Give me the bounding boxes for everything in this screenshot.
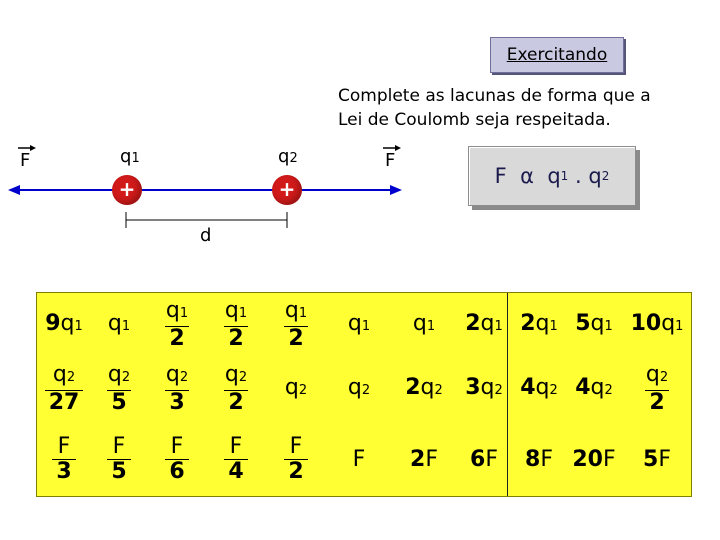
denominator: 5: [107, 390, 130, 415]
formula-box: F α q 1 . q 2: [468, 146, 636, 206]
denominator: 2: [284, 326, 307, 351]
instruction-line-2: Lei de Coulomb seja respeitada.: [338, 110, 611, 130]
instruction-line-1: Complete as lacunas de forma que a: [338, 86, 651, 106]
denominator: 2: [224, 390, 247, 415]
charge2-circle: +: [272, 175, 302, 205]
coefficient: 3: [465, 374, 481, 400]
grid-cell-row1-5: [265, 293, 327, 357]
coefficient: 2: [410, 446, 426, 472]
distance-label: d: [200, 225, 212, 246]
coefficient: 4: [575, 374, 591, 400]
coefficient: 8: [525, 446, 541, 472]
numerator: q2: [165, 362, 189, 387]
grid-cell-row1-9: 2q1: [520, 310, 558, 336]
proportional-symbol: α: [520, 164, 534, 188]
denominator: 2: [224, 326, 247, 351]
grid-cell-row2-4: [207, 357, 265, 421]
grid-cell-row1-3: [147, 293, 207, 357]
grid-cell-row2-3: [147, 357, 207, 421]
grid-cell-row1-8: 2q1: [465, 310, 503, 336]
grid-cell-row1-6: q1: [347, 310, 371, 336]
grid-cell-row2-8: 3q2: [465, 374, 503, 400]
grid-cell-row3-5: [265, 421, 327, 498]
denominator: 5: [107, 459, 130, 484]
grid-cell-row3-2: [91, 421, 147, 498]
denominator: 2: [284, 459, 307, 484]
denominator: 2: [645, 390, 668, 415]
numerator: F: [112, 434, 126, 459]
grid-cell-row2-11: [621, 357, 693, 421]
grid-cell-row2-5: q2: [284, 374, 308, 400]
numerator: q1: [224, 298, 248, 323]
left-arrowhead: [8, 185, 20, 195]
grid-cell-row2-2: [91, 357, 147, 421]
denominator: 2: [165, 326, 188, 351]
numerator: F: [229, 434, 243, 459]
grid-cell-row2-7: 2q2: [405, 374, 443, 400]
instruction-text: [338, 84, 718, 132]
force-left-label: F: [20, 150, 31, 171]
denominator: 3: [165, 390, 188, 415]
grid-cell-row2-9: 4q2: [520, 374, 558, 400]
denominator: 6: [165, 459, 188, 484]
right-arrowhead: [390, 185, 402, 195]
grid-cell-row1-11: 10q1: [630, 310, 684, 336]
coefficient: 2: [520, 310, 536, 336]
grid-cell-row3-6: F: [352, 446, 366, 472]
denominator: 3: [52, 459, 75, 484]
grid-cell-row1-10: 5q1: [575, 310, 613, 336]
coefficient: 6: [470, 446, 486, 472]
numerator: q2: [52, 362, 76, 387]
coefficient: 9: [45, 310, 61, 336]
numerator: q2: [645, 362, 669, 387]
numerator: F: [57, 434, 71, 459]
coefficient: 2: [465, 310, 481, 336]
denominator: 27: [45, 390, 84, 415]
grid-cell-row3-1: [37, 421, 91, 498]
grid-cell-row2-10: 4q2: [575, 374, 613, 400]
numerator: F: [170, 434, 184, 459]
coefficient: 2: [405, 374, 421, 400]
charge2-label: q2: [278, 146, 298, 167]
grid-cell-row2-6: q2: [347, 374, 371, 400]
numerator: q1: [284, 298, 308, 323]
answer-grid: [36, 292, 692, 497]
coefficient: 5: [575, 310, 591, 336]
coefficient: 4: [520, 374, 536, 400]
grid-cell-row1-4: [207, 293, 265, 357]
grid-cell-row3-8: 6F: [470, 446, 498, 472]
formula-F: F: [494, 164, 507, 188]
numerator: q2: [224, 362, 248, 387]
grid-cell-row3-11: 5F: [643, 446, 671, 472]
numerator: F: [289, 434, 303, 459]
grid-cell-row3-7: 2F: [410, 446, 438, 472]
exercitando-button[interactable]: Exercitando: [490, 37, 624, 73]
force-right-label: F: [385, 150, 396, 171]
grid-cell-row1-7: q1: [412, 310, 436, 336]
charge1-label: q1: [120, 146, 140, 167]
grid-cell-row3-9: 8F: [525, 446, 553, 472]
grid-cell-row1-2: q1: [107, 310, 131, 336]
coefficient: 5: [643, 446, 659, 472]
grid-cell-row2-1: [37, 357, 91, 421]
grid-cell-row3-10: 20F: [572, 446, 616, 472]
grid-cell-row3-4: [207, 421, 265, 498]
grid-cell-row3-3: [147, 421, 207, 498]
denominator: 4: [224, 459, 247, 484]
numerator: q2: [107, 362, 131, 387]
numerator: q1: [165, 298, 189, 323]
coefficient: 20: [572, 446, 603, 472]
coulomb-diagram: [0, 130, 470, 260]
charge1-circle: +: [112, 175, 142, 205]
grid-cell-row1-1: 9q1: [45, 310, 83, 336]
coefficient: 10: [630, 310, 662, 336]
